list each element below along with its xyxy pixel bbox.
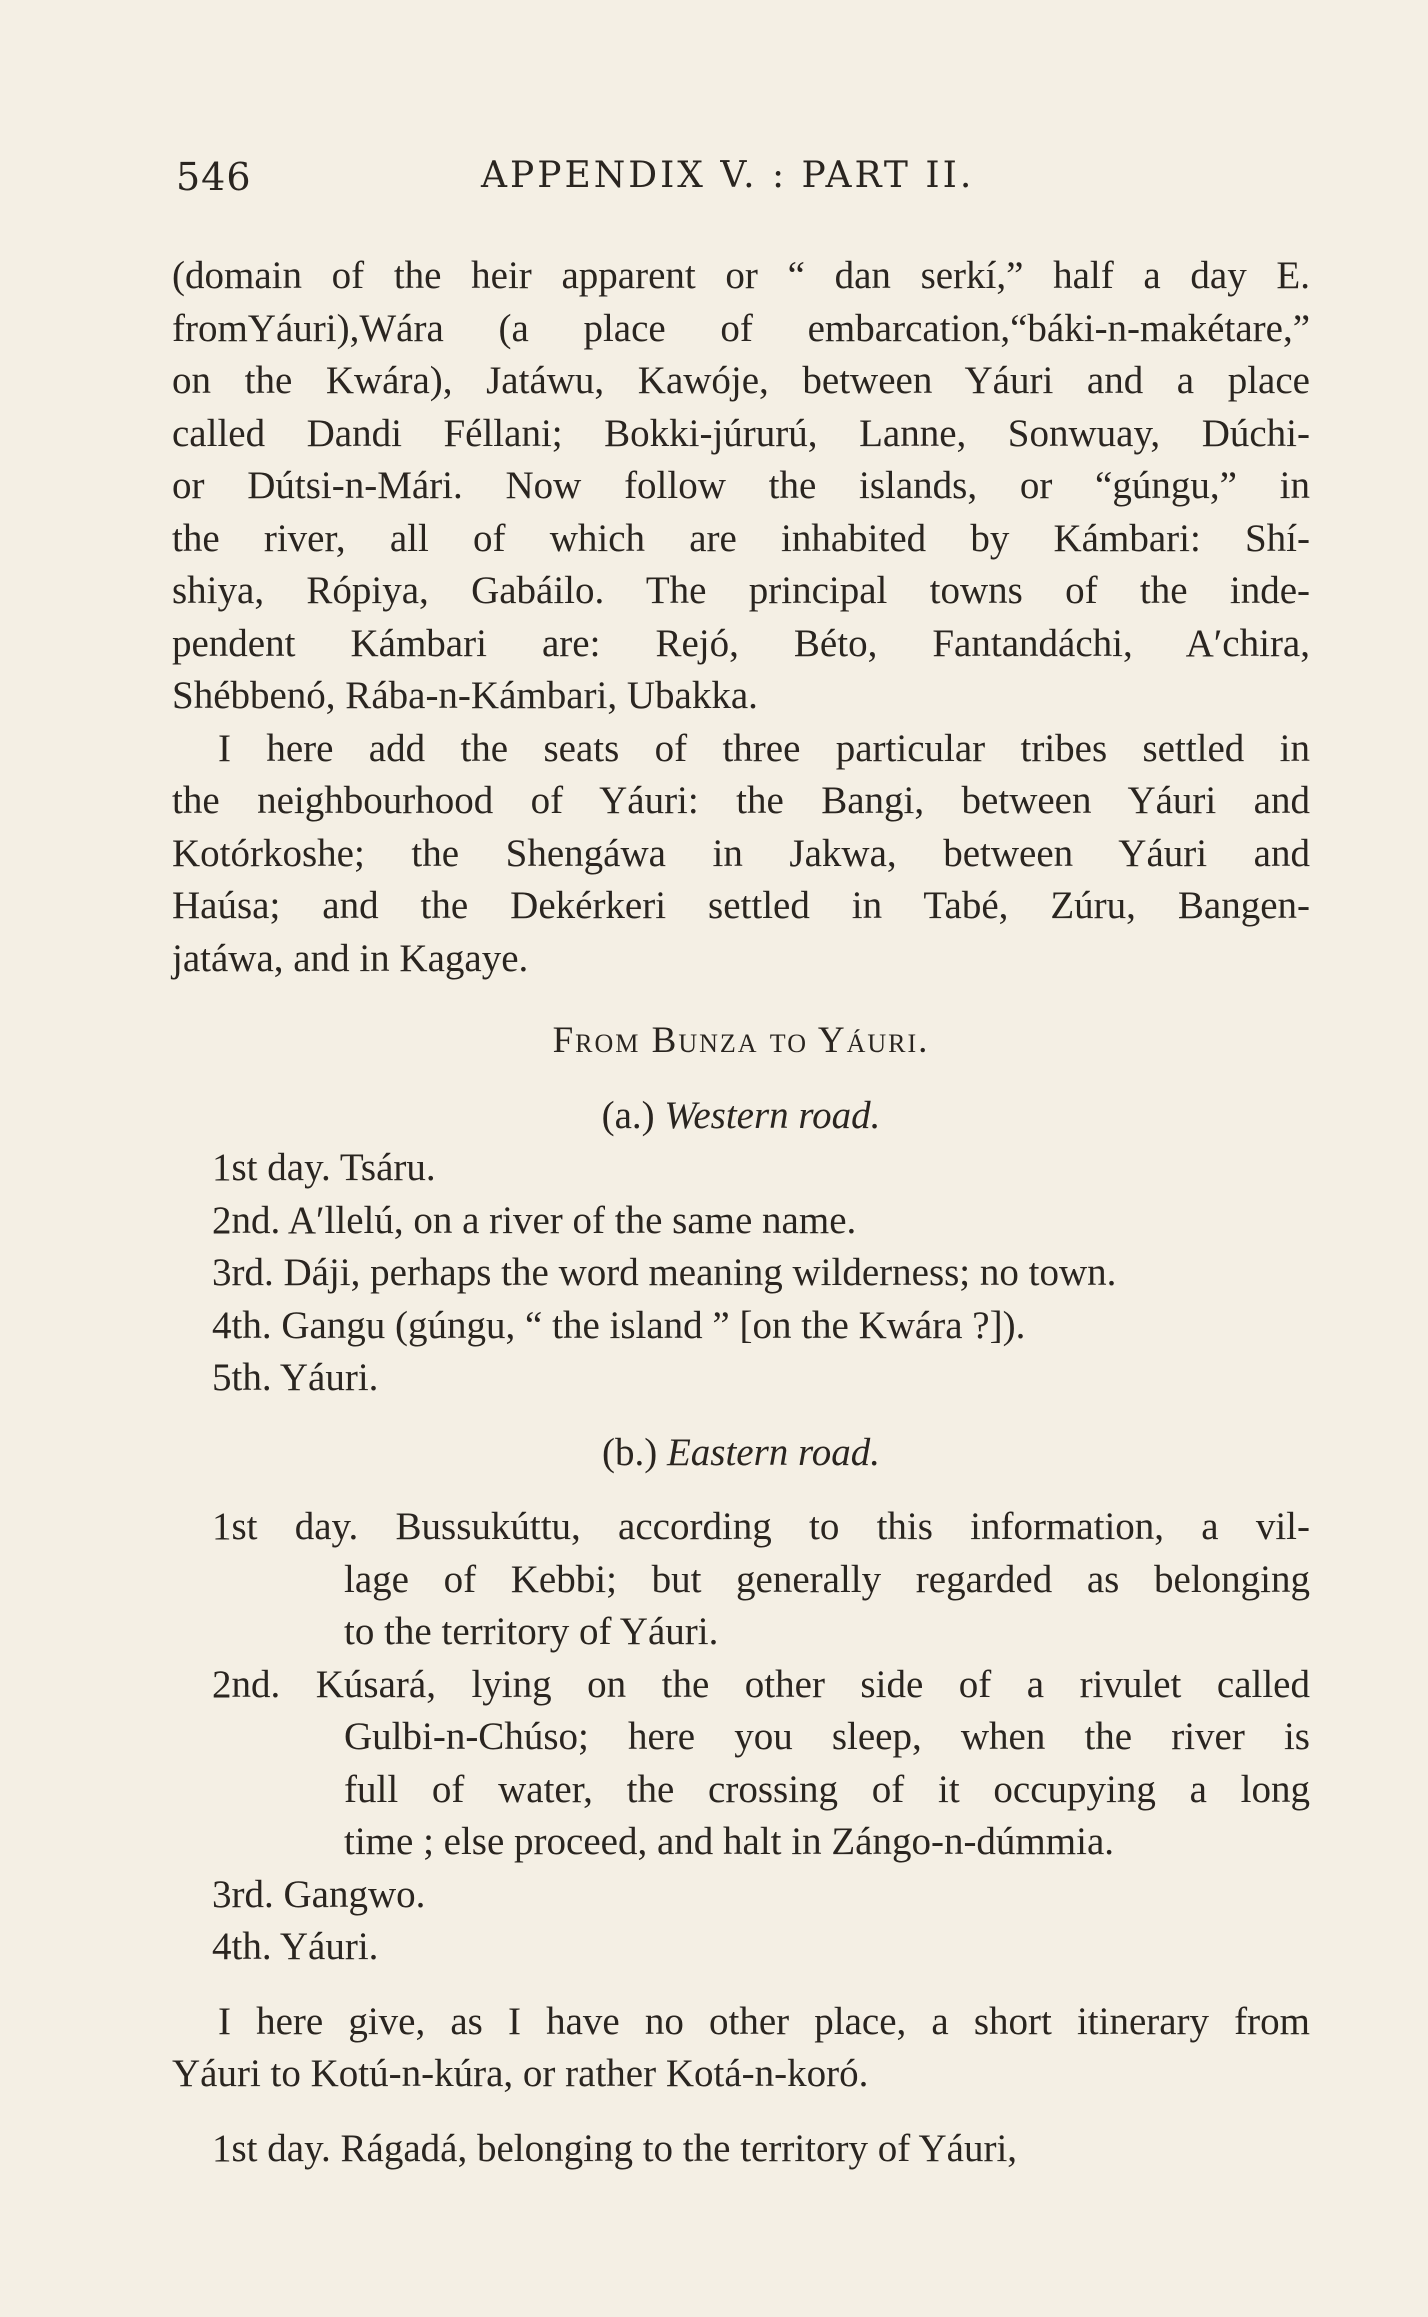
itinerary-day: 4th. Yáuri. <box>212 1925 379 1968</box>
text-line: Gulbi-n-Chúso; here you sleep, when the river is <box>344 1715 1310 1758</box>
subsection-label: (b.) <box>601 1430 658 1474</box>
text-line: the river, all of which are inhabited by Kámbari: Shí- <box>172 516 1310 560</box>
subsection-label: (a.) <box>601 1093 655 1137</box>
text-line: (domain of the heir apparent or “ dan serkí,” half a day E. <box>172 254 1310 297</box>
subsection-title: Western road. <box>664 1093 881 1137</box>
page-number: 546 <box>176 155 252 199</box>
text-line: called Dandi Féllani; Bokki-júrurú, Lanne, Sonwuay, Dúchi- <box>172 411 1310 455</box>
text-line: I here add the seats of three particular tribes settled in <box>218 726 1310 770</box>
paragraph-domains <box>172 250 1310 723</box>
text-line: fromYáuri),Wára (a place of embarcation,“báki-n-makétare,” <box>172 306 1310 350</box>
text-line: lage of Kebbi; but generally regarded as belonging <box>344 1557 1310 1601</box>
subsection-heading <box>172 1090 1310 1143</box>
paragraph-itinerary <box>172 1996 1310 2101</box>
itinerary-day: 4th. Gangu (gúngu, “ the island ” [on the Kwára ?]). <box>212 1303 1026 1347</box>
page-body <box>172 250 1310 2175</box>
text-line: Yáuri to Kotú-n-kúra, or rather Kotá-n-koró. <box>172 2052 869 2095</box>
text-line: the neighbourhood of Yáuri: the Bangi, between Yáuri and <box>172 779 1310 822</box>
text-line: on the Kwára), Jatáwu, Kawóje, between Yáuri and a place <box>172 359 1310 402</box>
text-line: shiya, Rópiya, Gabáilo. The principal towns of the inde- <box>172 569 1310 612</box>
text-line: time ; else proceed, and halt in Zángo-n-dúmmia. <box>344 1820 1115 1863</box>
subsection-title: Eastern road. <box>666 1430 881 1474</box>
eastern-road <box>172 1427 1310 1974</box>
itinerary-day: 3rd. Dáji, perhaps the word meaning wilderness; no town. <box>212 1251 1117 1294</box>
itinerary-day: 2nd. A′llelú, on a river of the same name. <box>212 1198 857 1242</box>
text-line: pendent Kámbari are: Rejó, Béto, Fantandáchi, A′chira, <box>172 621 1310 665</box>
text-line: Shébbenó, Rába-n-Kámbari, Ubakka. <box>172 674 758 717</box>
running-head: APPENDIX V. : PART II. <box>481 155 975 196</box>
paragraph-tribes <box>172 723 1310 986</box>
text-line: to the territory of Yáuri. <box>344 1610 719 1653</box>
western-road <box>172 1090 1310 1405</box>
itinerary-day: 2nd. Kúsará, lying on the other side of a rivulet called <box>212 1662 1310 1706</box>
itinerary-day: 3rd. Gangwo. <box>212 1872 426 1916</box>
itinerary-day: 1st day. Tsáru. <box>212 1146 436 1189</box>
section-heading: From Bunza to Yáuri. <box>552 1020 930 1061</box>
itinerary-day: 1st day. Rágadá, belonging to the territory of Yáuri, <box>212 2126 1018 2170</box>
text-line: Kotórkoshe; the Shengáwa in Jakwa, between Yáuri and <box>172 831 1310 875</box>
page-header <box>176 155 1306 205</box>
text-line: jatáwa, and in Kagaye. <box>172 936 529 980</box>
itinerary-day: 1st day. Bussukúttu, according to this information, a vil- <box>212 1505 1310 1548</box>
text-line: I here give, as I have no other place, a short itinerary from <box>218 1999 1310 2043</box>
text-line: or Dútsi-n-Mári. Now follow the islands, or “gúngu,” in <box>172 464 1310 507</box>
text-line: Haúsa; and the Dekérkeri settled in Tabé, Zúru, Bangen- <box>172 884 1310 927</box>
text-line: full of water, the crossing of it occupying a long <box>344 1767 1310 1811</box>
subsection-heading <box>172 1427 1310 1480</box>
itinerary-day: 5th. Yáuri. <box>212 1356 379 1399</box>
